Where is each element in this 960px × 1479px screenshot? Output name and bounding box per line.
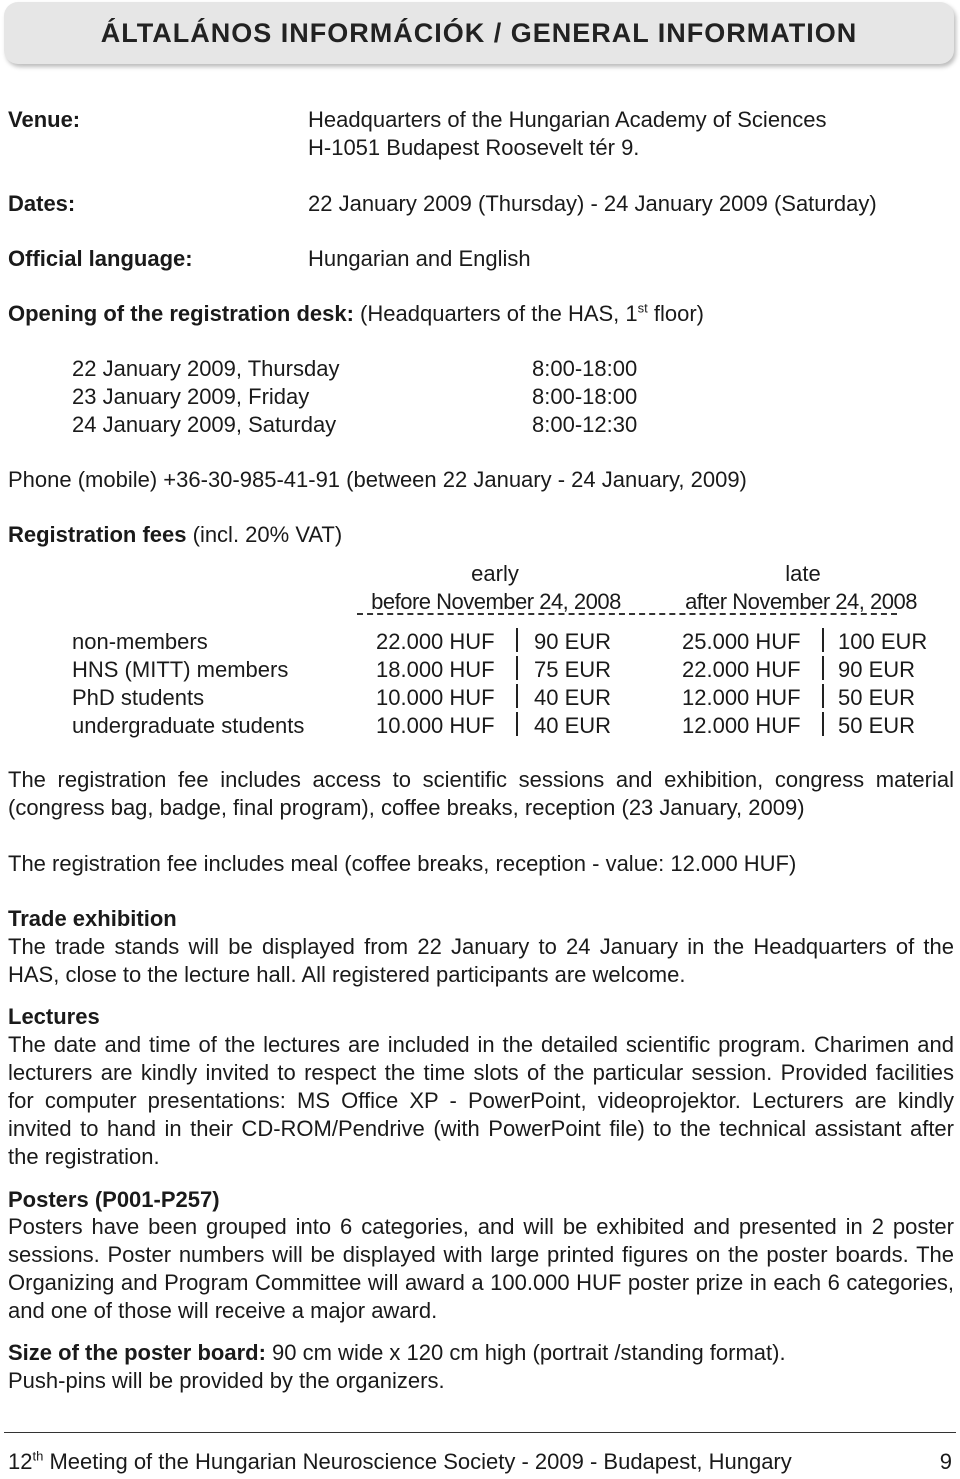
- schedule-row: [72, 411, 672, 439]
- language-label: Official language:: [8, 246, 193, 271]
- early-eur: 40 EUR: [534, 713, 612, 738]
- fee-meal-paragraph: The registration fee includes meal (coffee breaks, reception - value: 12.000 HUF): [8, 851, 797, 876]
- registration-desk-location: (Headquarters of the HAS, 1st floor): [360, 300, 705, 326]
- header-banner: [4, 2, 954, 64]
- early-label: early: [471, 561, 519, 586]
- fee-row: [72, 712, 952, 740]
- late-huf: 22.000 HUF: [682, 657, 801, 682]
- schedule-day: 22 January 2009, Thursday: [72, 356, 340, 381]
- schedule-day: 23 January 2009, Friday: [72, 384, 310, 409]
- schedule-day: 24 January 2009, Saturday: [72, 412, 337, 437]
- separator: [822, 656, 824, 680]
- fee-row: [72, 656, 952, 684]
- lectures-text: The date and time of the lectures are included in the detailed scientific program. Charimen and lecturers are kindly invited to respect the time slots of the particular session. Provided facilities for computer presentations: MS Office XP - PowerPoint, videoprojektor. Lecturers are kindly invited to hand in their CD-ROM/Pendrive (with PowerPoint file) to the technical assistant after the registration.: [8, 1032, 954, 1169]
- separator: [822, 684, 824, 708]
- late-label: late: [785, 561, 821, 586]
- early-huf: 10.000 HUF: [376, 713, 495, 738]
- lectures-heading: Lectures: [8, 1004, 100, 1029]
- poster-board-line: [8, 1339, 786, 1367]
- separator: [516, 684, 518, 708]
- fee-category: HNS (MITT) members: [72, 657, 289, 682]
- early-huf: 18.000 HUF: [376, 657, 495, 682]
- separator: [516, 712, 518, 736]
- registration-desk-label: Opening of the registration desk:: [8, 301, 354, 326]
- schedule-time: 8:00-18:00: [532, 356, 638, 381]
- page-number: 9: [939, 1449, 952, 1474]
- footer-divider: [4, 1432, 956, 1433]
- late-date: after November 24, 2008: [685, 589, 917, 614]
- venue-label: Venue:: [8, 107, 81, 132]
- late-eur: 90 EUR: [838, 657, 916, 682]
- schedule-row: [72, 355, 672, 383]
- registration-desk-line: [8, 300, 704, 328]
- late-eur: 50 EUR: [838, 685, 916, 710]
- early-date: before November 24, 2008: [371, 589, 621, 614]
- fee-row: [72, 628, 952, 656]
- fees-heading: [8, 521, 342, 549]
- separator: [516, 656, 518, 680]
- poster-board-value: 90 cm wide x 120 cm high (portrait /standing format).: [265, 1340, 786, 1365]
- early-eur: 90 EUR: [534, 629, 612, 654]
- early-eur: 75 EUR: [534, 657, 612, 682]
- posters-heading: Posters (P001-P257): [8, 1187, 220, 1212]
- posters-text: Posters have been grouped into 6 categories, and will be exhibited and presented in 2 poster sessions. Poster numbers will be displayed with large printed figures on the poster boards. The Organizing and Program Committee will award a 100.000 HUF poster prize in each 6 categories, and one of those will receive a major award.: [8, 1214, 954, 1323]
- separator: [516, 628, 518, 652]
- late-eur: 50 EUR: [838, 713, 916, 738]
- fees-label: Registration fees: [8, 522, 187, 547]
- fee-category: PhD students: [72, 685, 205, 710]
- schedule-time: 8:00-18:00: [532, 384, 638, 409]
- late-huf: 12.000 HUF: [682, 713, 801, 738]
- fee-category: non-members: [72, 629, 208, 654]
- push-pins-line: Push-pins will be provided by the organizers.: [8, 1368, 445, 1393]
- venue-line2: H-1051 Budapest Roosevelt tér 9.: [308, 135, 640, 160]
- fees-note: (incl. 20% VAT): [186, 522, 343, 547]
- schedule-time: 8:00-12:30: [532, 412, 638, 437]
- dates-value: 22 January 2009 (Thursday) - 24 January 2009 (Saturday): [308, 191, 877, 216]
- early-huf: 10.000 HUF: [376, 685, 495, 710]
- separator: [822, 628, 824, 652]
- dates-label: Dates:: [8, 191, 76, 216]
- phone-line: Phone (mobile) +36-30-985-41-91 (between 22 January - 24 January, 2009): [8, 467, 747, 492]
- footer-text: 12th Meeting of the Hungarian Neuroscience Society - 2009 - Budapest, Hungary: [8, 1448, 792, 1474]
- trade-text: The trade stands will be displayed from 22 January to 24 January in the Headquarters of the HAS, close to the lecture hall. All registered participants are welcome.: [8, 934, 954, 987]
- table-divider: [357, 613, 897, 615]
- fee-includes-paragraph: The registration fee includes access to scientific sessions and exhibition, congress material (congress bag, badge, final program), coffee breaks, reception (23 January, 2009): [8, 767, 954, 820]
- page-title: ÁLTALÁNOS INFORMÁCIÓK / GENERAL INFORMATION: [100, 18, 858, 48]
- late-huf: 25.000 HUF: [682, 629, 801, 654]
- early-huf: 22.000 HUF: [376, 629, 495, 654]
- schedule-row: [72, 383, 672, 411]
- separator: [822, 712, 824, 736]
- language-value: Hungarian and English: [308, 246, 531, 271]
- early-eur: 40 EUR: [534, 685, 612, 710]
- fee-category: undergraduate students: [72, 713, 305, 738]
- trade-heading: Trade exhibition: [8, 906, 177, 931]
- poster-board-label: Size of the poster board:: [8, 1340, 266, 1365]
- venue-line1: Headquarters of the Hungarian Academy of Sciences: [308, 107, 827, 132]
- late-huf: 12.000 HUF: [682, 685, 801, 710]
- late-eur: 100 EUR: [838, 629, 928, 654]
- fee-row: [72, 684, 952, 712]
